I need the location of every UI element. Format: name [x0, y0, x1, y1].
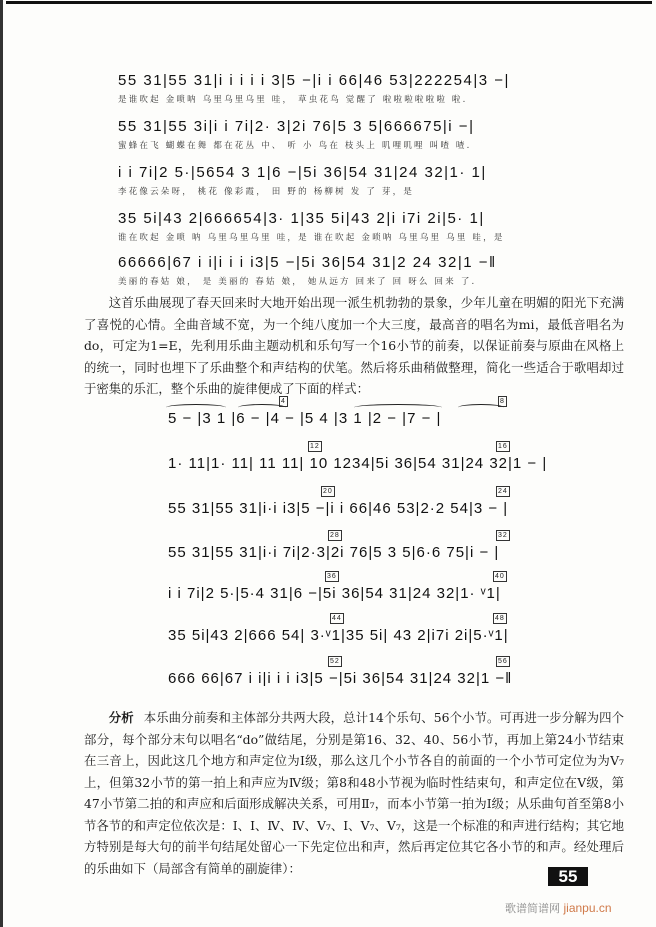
score-row	[118, 118, 474, 151]
notation-line: 1· 11|1· 11| 11 11| 10 1234|5i 36|54 31|24 32|1 − |	[168, 455, 548, 472]
notation-line: 55 31|55 31|i·i 7i|2·3|2i 76|5 3 5|6·6 75|i − |	[168, 544, 500, 561]
watermark-cn: 歌谱简谱网	[505, 902, 560, 915]
page-number: 55	[548, 867, 588, 886]
analysis-paragraph	[84, 707, 624, 879]
melody-row	[168, 488, 509, 517]
notation-line: 55 31|55 3i|i i 7i|2· 3|2i 76|5 3 5|666675|i −|	[118, 118, 475, 135]
melody-row	[168, 532, 508, 561]
measure-marker: 36	[327, 573, 337, 580]
measure-marker: 16	[498, 443, 508, 450]
slur-mark	[354, 404, 442, 411]
analysis-text: 本乐曲分前奏和主体部分共两大段，总计14个乐句、56个小节。可再进一步分解为四个部分，每个部分末句以唱名“do”做结尾，分别是第16、32、40、56小节，再加上第24小节结束在三音上，因此这几个地方和声定位为Ⅰ级，那么这几个小节各自的前面的一个小节可定位为为V₇上，但第32小节的第一拍上和声应为Ⅳ级；第8和48小节视为临时性结束句，和声定位在Ⅴ级，第47小节第二拍的和声应和后面形成解决关系，可用Ⅱ₇，而本小节第一拍为Ⅰ级；从乐曲句首至第8小节各节的和声定位依次是：Ⅰ、Ⅰ、Ⅳ、Ⅳ、Ⅴ₇、Ⅰ、Ⅴ₇、Ⅴ₇，这是一个标准的和声进行结构；其它地方特别是每大句的前半句结尾处留心一下先定位出和声，然后再定位其它各小节的和声。经处理后的乐曲如下（局部含有简单的副旋律）：	[84, 710, 624, 876]
slur-mark	[238, 404, 286, 411]
analysis-label: 分析	[108, 710, 134, 725]
lyrics-line: 谁在吹起 金唢 呐 乌里乌里乌里 哇，是 谁在吹起 金唢呐 乌里乌里 乌里 哇，是	[118, 233, 505, 243]
measure-marker: 40	[495, 573, 505, 580]
watermark	[505, 900, 612, 916]
score-row	[118, 72, 510, 105]
notation-line: 35 5i|43 2|666 54| 3·ᵛ1|35 5i| 43 2|i7i 2i|5·ᵛ1|	[168, 627, 509, 644]
lyrics-line: 蜜蜂在飞 蝴蝶在舞 都在花丛 中、 听 小 鸟在 枝头上 叽哩叽哩 叫喳 喳.	[118, 141, 472, 151]
notation-line: 666 66|67 i i|i i i i3|5 −|5i 36|54 31|24 32|1 −‖	[168, 670, 513, 687]
measure-marker: 8	[500, 398, 505, 405]
measure-marker: 4	[281, 398, 286, 405]
notation-line: 35 5i|43 2|666654|3· 1|35 5i|43 2|i i7i 2i|5· 1|	[118, 210, 485, 227]
measure-marker: 52	[330, 658, 340, 665]
melody-row	[168, 398, 505, 427]
slur-mark	[458, 404, 504, 411]
measure-marker: 32	[498, 532, 508, 539]
score-row	[118, 210, 505, 243]
melody-row	[168, 573, 505, 602]
notation-line: i i 7i|2 5·|5·4 31|6 −|5i 36|54 31|24 32|1· ᵛ1|	[168, 585, 501, 602]
slur-mark	[166, 404, 226, 411]
notation-line: 55 31|55 31|i·i i3|5 −|i i 66|46 53|2·2 54|3 − |	[168, 500, 509, 517]
melody-row	[168, 443, 548, 472]
intro-paragraph	[84, 292, 624, 400]
notation-line: i i 7i|2 5·|5654 3 1|6 −|5i 36|54 31|24 32|1· 1|	[118, 164, 487, 181]
measure-marker: 28	[330, 532, 340, 539]
lyrics-line: 美丽的春姑 娘， 是 美丽的 春姑 娘， 她从远方 回来了 回 呀么 回来 了.	[118, 277, 477, 287]
measure-marker: 20	[323, 488, 333, 495]
measure-marker: 12	[310, 443, 320, 450]
lyrics-line: 是谁吹起 金唢呐 乌里乌里乌里 哇， 草虫花鸟 觉醒了 啦啦啦啦啦啦 啦.	[118, 95, 468, 105]
paragraph-text: 这首乐曲展现了春天回来时大地开始出现一派生机勃勃的景象，少年儿童在明媚的阳光下充满了喜悦的心情。全曲音域不宽，为一个纯八度加一个大三度，最高音的唱名为mi，最低音唱名为 do，可定为1=E，先利用乐曲主题动机和乐句写一个16小节的前奏，以保证前奏与原曲在风格上的统一，同时也埋下了乐曲整个和声结构的伏笔。然后将乐曲稍做整理，简化一些适合于歌唱却过于密集的乐汇，整个乐曲的旋律便成了下面的样式：	[84, 295, 624, 396]
score-row	[118, 254, 497, 287]
measure-marker: 44	[332, 615, 342, 622]
melody-row	[168, 658, 513, 687]
page-edge	[0, 0, 3, 927]
measure-marker: 56	[498, 658, 508, 665]
score-row	[118, 164, 487, 197]
notation-line: 66666|67 i i|i i i i3|5 −|5i 36|54 31|2 24 32|1 −‖	[118, 254, 497, 271]
top-rule	[6, 1, 652, 4]
lyrics-line: 李花像云朵呀， 桃花 像彩霞， 田 野的 杨柳树 发 了 芽，是	[118, 187, 415, 197]
measure-marker: 24	[498, 488, 508, 495]
notation-line: 5 − |3 1 |6 − |4 − |5 4 |3 1 |2 − |7 − |	[168, 410, 442, 427]
measure-marker: 48	[495, 615, 505, 622]
watermark-site: jianpu.cn	[563, 901, 612, 915]
notation-line: 55 31|55 31|i i i i i 3|5 −|i i 66|46 53|222254|3 −|	[118, 72, 510, 89]
melody-row	[168, 615, 509, 644]
